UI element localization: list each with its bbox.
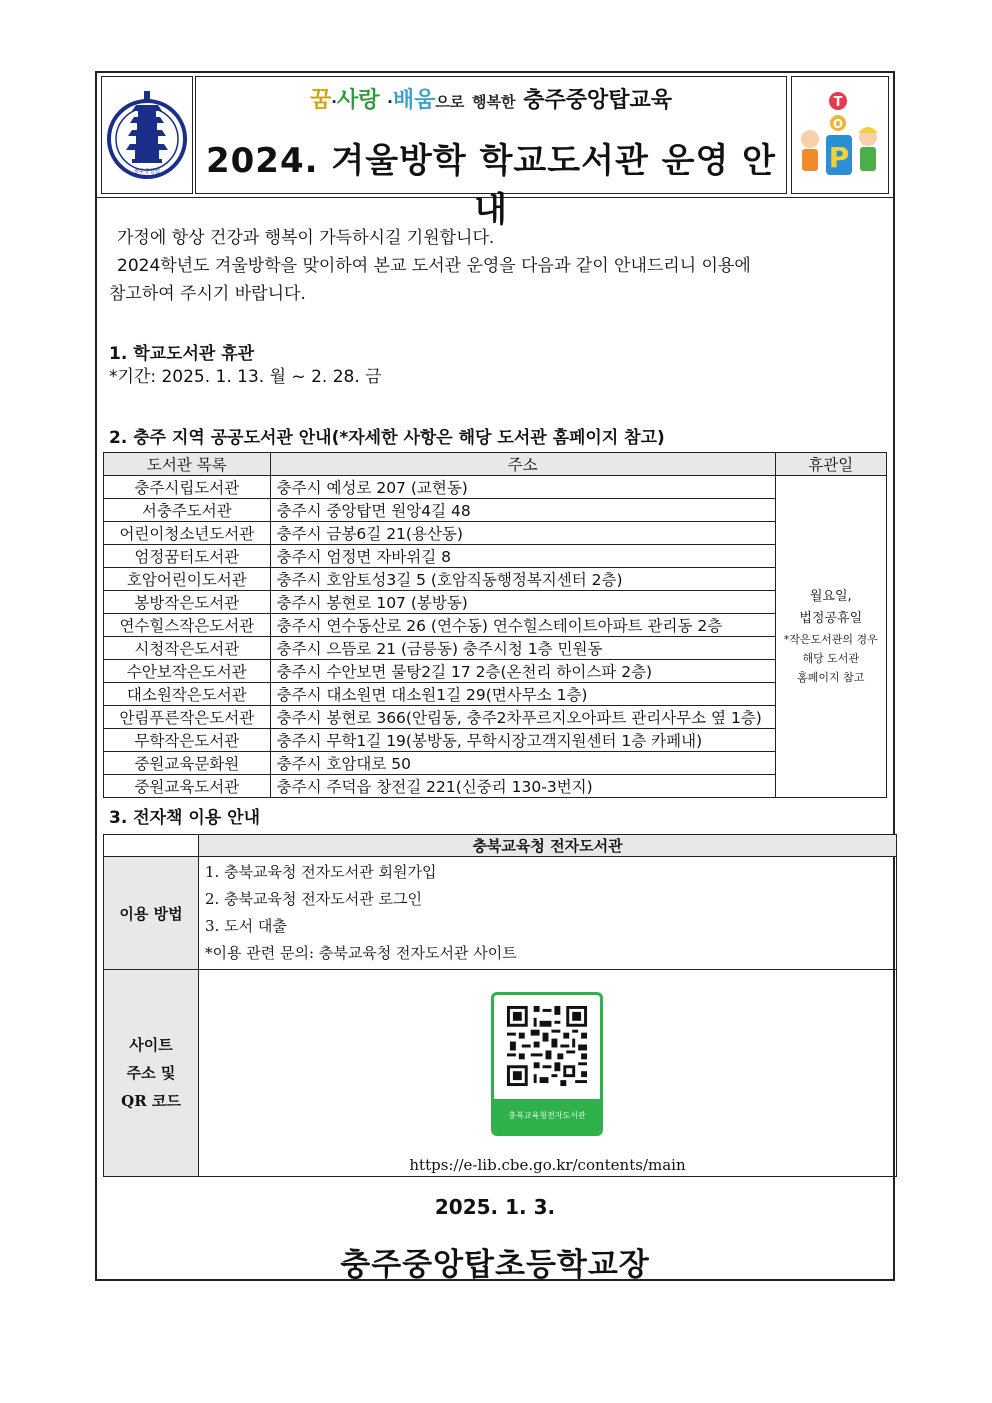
library-name: 안림푸른작은도서관 [104, 706, 271, 729]
library-address: 충주시 주덕읍 창전길 221(신중리 130-3번지) [270, 775, 775, 798]
slogan-love: 사랑 [336, 88, 380, 113]
library-table-header [104, 453, 887, 476]
section3-heading: 3. 전자책 이용 안내 [109, 808, 260, 828]
library-name: 엄정꿈터도서관 [104, 545, 271, 568]
library-row [104, 614, 887, 637]
library-address: 충주시 으뜸로 21 (금릉동) 충주시청 1층 민원동 [270, 637, 775, 660]
ebook-corner [104, 835, 199, 857]
library-address: 충주시 연수동산로 26 (연수동) 연수힐스테이트아파트 관리동 2층 [270, 614, 775, 637]
library-row [104, 568, 887, 591]
library-address: 충주시 수안보면 물탕2길 17 2층(온천리 하이스파 2층) [270, 660, 775, 683]
library-name: 중원교육문화원 [104, 752, 271, 775]
mascot-letter-o: O [832, 117, 844, 131]
qr-caption: 충북교육청전자도서관 [494, 1099, 600, 1133]
library-name: 대소원작은도서관 [104, 683, 271, 706]
inquiry-note: *이용 관련 문의: 충북교육청 전자도서관 사이트 [205, 944, 517, 962]
slogan-dream: 꿈 [310, 88, 332, 113]
mascot-letter-p: P [828, 141, 850, 174]
mascot-letter-t: T [833, 95, 843, 110]
closed-days [775, 476, 886, 798]
library-address: 충주시 봉현로 366(안림동, 충주2차푸르지오아파트 관리사무소 옆 1층) [270, 706, 775, 729]
library-name: 서충주도서관 [104, 499, 271, 522]
library-address: 충주시 대소원면 대소원1길 29(면사무소 1층) [270, 683, 775, 706]
library-name: 충주시립도서관 [104, 476, 271, 499]
closed-days-note: 홈페이지 참고 [797, 671, 865, 684]
site-label [104, 970, 199, 1177]
top-mascot-icon [792, 77, 888, 193]
principal-signature: 충주중앙탑초등학교장 [340, 1247, 650, 1283]
document-frame [95, 71, 895, 1281]
site-url[interactable]: https://e-lib.cbe.go.kr/contents/main [409, 1156, 686, 1174]
step-1: 1. 충북교육청 전자도서관 회원가입 [205, 863, 437, 881]
method-steps [199, 857, 897, 970]
library-table [103, 452, 887, 798]
library-name: 연수힐스작은도서관 [104, 614, 271, 637]
library-row [104, 476, 887, 499]
library-address: 충주시 엄정면 자바위길 8 [270, 545, 775, 568]
logo-text: 충주중앙탑 [133, 169, 161, 175]
library-address: 충주시 중앙탑면 원앙4길 48 [270, 499, 775, 522]
section1-heading: 1. 학교도서관 휴관 [109, 344, 255, 364]
qr-code-icon [504, 1003, 590, 1089]
library-name: 봉방작은도서관 [104, 591, 271, 614]
slogan-euro: 으로 [435, 93, 465, 111]
header [97, 73, 893, 230]
slogan-school: 충주중앙탑교육 [523, 88, 672, 113]
ebook-table [103, 834, 897, 1177]
library-row [104, 775, 887, 798]
library-row [104, 522, 887, 545]
method-label: 이용 방법 [104, 857, 199, 970]
qr-card[interactable] [491, 992, 603, 1136]
closed-days-text: 월요일, [809, 589, 852, 604]
col-closed: 휴관일 [775, 453, 886, 476]
library-row [104, 683, 887, 706]
library-name: 수안보작은도서관 [104, 660, 271, 683]
intro-line-3: 참고하여 주시기 바랍니다. [109, 284, 306, 304]
closure-period: *기간: 2025. 1. 13. 월 ~ 2. 28. 금 [109, 367, 382, 387]
site-label-line-1: 사이트 [129, 1036, 173, 1054]
logo-cell [101, 76, 193, 194]
page-title: 2024. 겨울방학 학교도서관 운영 안내 [205, 141, 777, 230]
step-3: 3. 도서 대출 [205, 917, 287, 935]
library-name: 무학작은도서관 [104, 729, 271, 752]
section2-heading: 2. 충주 지역 공공도서관 안내(*자세한 사항은 해당 도서관 홈페이지 참고) [109, 428, 665, 448]
title-cell [195, 76, 787, 230]
library-name: 시청작은도서관 [104, 637, 271, 660]
library-address: 충주시 금봉6길 21(용산동) [270, 522, 775, 545]
ebook-table-title: 충북교육청 전자도서관 [199, 835, 897, 857]
library-row [104, 752, 887, 775]
intro-line-1: 가정에 항상 건강과 행복이 가득하시길 기원합니다. [117, 228, 495, 248]
closed-days-note: 해당 도서관 [802, 652, 860, 665]
library-row [104, 591, 887, 614]
mascot-cell [791, 76, 889, 194]
step-2: 2. 충북교육청 전자도서관 로그인 [205, 890, 422, 908]
library-name: 어린이청소년도서관 [104, 522, 271, 545]
school-emblem-icon [102, 77, 192, 193]
library-name: 중원교육도서관 [104, 775, 271, 798]
library-address: 충주시 봉현로 107 (봉방동) [270, 591, 775, 614]
slogan [196, 83, 786, 114]
intro-line-2: 2024학년도 겨울방학을 맞이하여 본교 도서관 운영을 다음과 같이 안내드리니 이용에 [117, 256, 751, 276]
library-row [104, 729, 887, 752]
library-row [104, 545, 887, 568]
site-label-line-2: 주소 및 [126, 1064, 176, 1082]
library-row [104, 637, 887, 660]
site-label-line-3: QR 코드 [121, 1092, 181, 1110]
library-address: 충주시 호암토성3길 5 (호암직동행정복지센터 2층) [270, 568, 775, 591]
col-address: 주소 [270, 453, 775, 476]
slogan-dot: · [387, 93, 393, 111]
col-library: 도서관 목록 [104, 453, 271, 476]
library-address: 충주시 호암대로 50 [270, 752, 775, 775]
slogan-happy: 행복한 [472, 93, 516, 111]
library-row [104, 660, 887, 683]
library-row [104, 499, 887, 522]
library-address: 충주시 예성로 207 (교현동) [270, 476, 775, 499]
notice-date: 2025. 1. 3. [434, 1195, 556, 1219]
closed-days-note: *작은도서관의 경우 [783, 633, 878, 646]
library-row [104, 706, 887, 729]
slogan-learn: 배움 [392, 88, 436, 113]
closed-days-text: 법정공휴일 [799, 611, 863, 626]
library-address: 충주시 무학1길 19(봉방동, 무학시장고객지원센터 1층 카페내) [270, 729, 775, 752]
library-name: 호암어린이도서관 [104, 568, 271, 591]
slogan-dot: · [331, 93, 337, 111]
qr-cell [199, 970, 897, 1177]
